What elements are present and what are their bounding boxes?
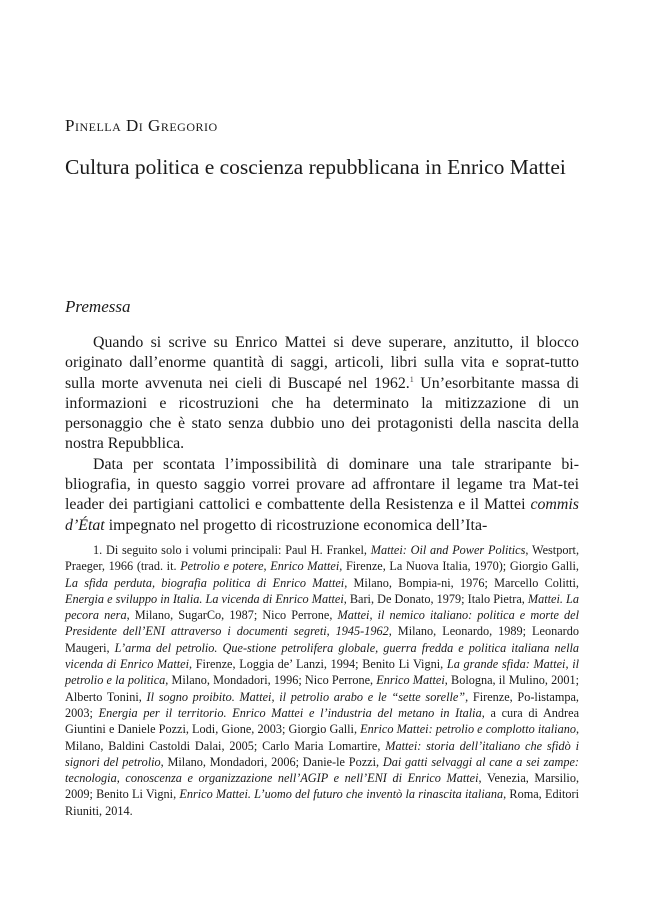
body-text xyxy=(65,333,579,536)
footnote-text-segment: , Venezia, Marsilio, 2009; Benito Li Vigni, xyxy=(65,771,580,802)
footnote-title-segment: La sfida perduta, biografia politica di Enrico Mattei xyxy=(65,575,345,590)
footnote-title-segment: Enrico Mattei. L’uomo del futuro che inventò la rinascita italiana xyxy=(179,787,504,802)
footnote-text-segment: , Milano, Baldini Castoldi Dalai, 2005; Carlo Maria Lomartire, xyxy=(65,722,580,753)
footnote-title-segment: Mattei, il nemico italiano: politica e morte del Presidente dell’ENI attraverso i documenti segreti, 1945-1962 xyxy=(65,608,579,639)
footnote-text-segment: , Milano, Bompia-ni, 1976; Marcello Colitti, xyxy=(344,575,579,590)
paragraph-2-italic: commis d’État xyxy=(65,496,579,534)
author-last-name: Di Gregorio xyxy=(126,116,218,135)
footnote-title-segment: L’arma del petrolio. Que-stione petrolifera globale, guerra fredda e politica italiana nella vicenda di Enrico Mattei xyxy=(65,640,579,672)
footnote-text-segment: , Bari, De Donato, 1979; Italo Pietra, xyxy=(343,591,528,606)
paragraph-1-text: Quando si scrive su Enrico Mattei si deve superare, anzitutto, il blocco originato dall’enorme quantità di saggi, articoli, libri sulla vita e soprat-tutto sulla morte avvenuta nei cieli di Buscapé nel 1962. xyxy=(65,334,579,392)
author-first-name: Pinella xyxy=(65,116,122,135)
footnote-title-segment: Dai gatti selvaggi al cane a sei zampe: tecnologia, conoscenza e organizzazione nell’AGIP e nell’ENI di Enrico Mattei xyxy=(65,754,579,786)
paragraph-1 xyxy=(65,333,579,455)
footnote-title-segment: Mattei: storia dell’italiano che sfidò i signori del petrolio xyxy=(65,738,579,769)
footnote-title-segment: Enrico Mattei xyxy=(376,673,445,688)
footnote-text-segment: , Milano, Leonardo, 1989; Leonardo Maugeri, xyxy=(65,624,579,655)
footnote-text-segment: , Milano, SugarCo, 1987; Nico Perrone, xyxy=(126,608,338,623)
paragraph-2-text-b: impegnato nel progetto di ricostruzione economica dell’Ita- xyxy=(104,516,488,534)
footnote-1 xyxy=(65,542,579,819)
footnote-title-segment: Energia per il territorio. Enrico Mattei e l’industria del metano in Italia xyxy=(98,705,482,720)
footnote-title-segment: Mattei. La pecora nera xyxy=(65,591,579,623)
footnote-title-segment: Energia e sviluppo in Italia. La vicenda di Enrico Mattei xyxy=(65,591,344,606)
paragraph-2-text-a: Data per scontata l’impossibilità di dominare una tale straripante bi-bliografia, in questo saggio vorrei provare ad affrontare il legame tra Mat-tei leader dei partigiani cattolici e combattente della Resistenza e il Mattei xyxy=(65,455,579,514)
footnote-ref[interactable]: 1 xyxy=(409,374,414,384)
author-name xyxy=(65,116,218,136)
footnote-text-segment: , Milano, Mondadori, 1996; Nico Perrone, xyxy=(165,673,377,688)
paragraph-2 xyxy=(65,455,579,536)
footnote-text-segment: , Firenze, Loggia de’ Lanzi, 1994; Benito Li Vigni, xyxy=(189,657,447,672)
footnote-text-segment: , Roma, Editori Riuniti, 2014. xyxy=(65,787,579,818)
footnote-title-segment: Il sogno proibito. Mattei, il petrolio arabo e le “sette sorelle” xyxy=(146,689,466,704)
essay-title: Cultura politica e coscienza repubblicana in Enrico Mattei xyxy=(65,155,566,179)
footnote-text-segment: 1. Di seguito solo i volumi principali: Paul H. Frankel, xyxy=(93,543,371,557)
footnote-text-segment: , Firenze, Po-listampa, 2003; xyxy=(65,689,579,720)
footnote-text-segment: , Bologna, il Mulino, 2001; Alberto Tonini, xyxy=(65,673,579,704)
footnote-title-segment: Mattei: Oil and Power Politics xyxy=(370,543,526,557)
footnote-title-segment: Enrico Mattei: petrolio e complotto italiano xyxy=(360,722,576,737)
footnote-title-segment: La grande sfida: Mattei, il petrolio e la politica xyxy=(65,657,580,688)
footnote-text-segment: , Westport, Praeger, 1966 (trad. it. xyxy=(65,543,580,574)
paragraph-1-text-after: Un’esorbitante massa di informazioni e ricostruzioni che ha determinato la mitizzazione di un personaggio che è stato senza dubbio uno dei protagonisti della nascita della nostra Repubblica. xyxy=(65,374,579,453)
footnote-text-segment: , Milano, Mondadori, 2006; Danie-le Pozzi, xyxy=(160,754,383,769)
footnote-title-segment: Petrolio e potere, Enrico Mattei xyxy=(180,559,340,574)
section-heading: Premessa xyxy=(65,297,131,316)
footnotes xyxy=(65,542,579,819)
footnote-text-segment: , a cura di Andrea Giuntini e Daniele Pozzi, Lodi, Gione, 2003; Giorgio Galli, xyxy=(65,705,580,737)
footnote-text-segment: , Firenze, La Nuova Italia, 1970); Giorgio Galli, xyxy=(339,559,579,574)
